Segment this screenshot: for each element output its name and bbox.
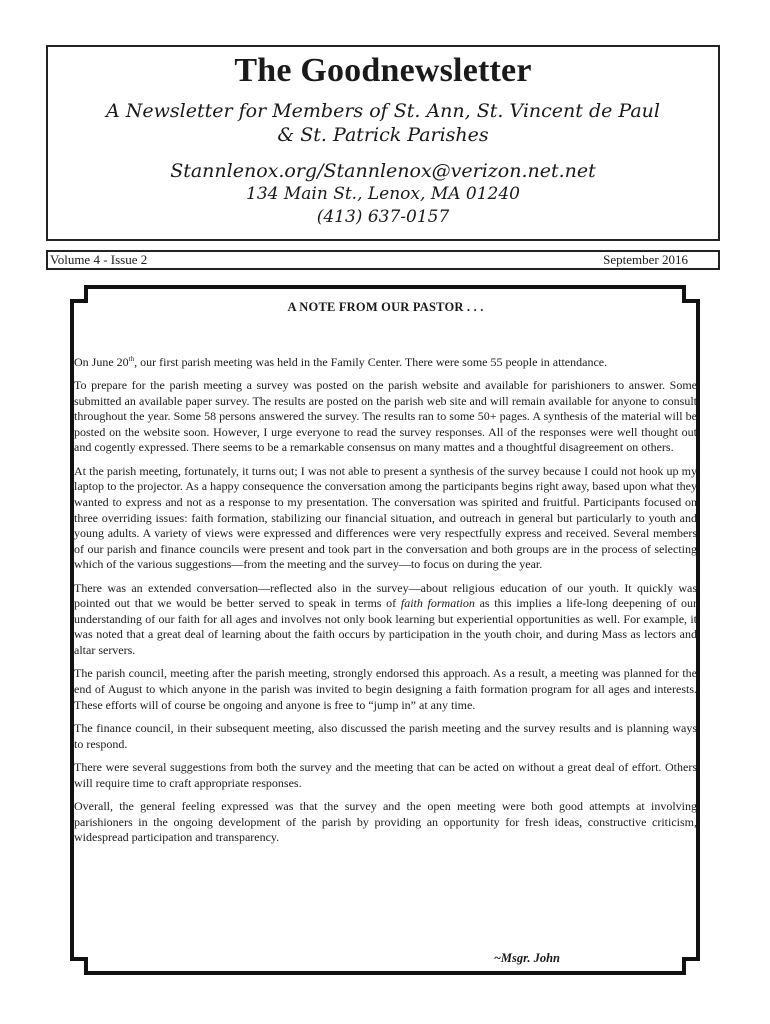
volume-issue: Volume 4 - Issue 2 bbox=[50, 252, 148, 267]
paragraph-3: At the parish meeting, fortunately, it turns out; I was not able to present a synthesis of the survey because I could not hook up my laptop to the projector. As a happy consequence the conversation among the participants begins right away, based upon what they wanted to express and not as a response to my presentation. The conversation was spirited and fruitful. Participants focused on three overriding issues: faith formation, stabilizing our financial situation, and outreach in general but particularly to youth and young adults. A variety of views were expressed and differences were very respectfully express and received. Several members of our parish and finance councils were present and took part in the conversation and both groups are in the process of selecting which of the various suggestions—from the meeting and the survey—to focus on during the year. bbox=[74, 463, 697, 572]
subtitle-line-1: A Newsletter for Members of St. Ann, St. Vincent de Paul bbox=[106, 100, 660, 122]
paragraph-7: There were several suggestions from both the survey and the meeting that can be acted on without a great deal of effort. Others will require time to craft appropriate responses. bbox=[74, 760, 697, 790]
masthead bbox=[46, 45, 720, 241]
issue-date: September 2016 bbox=[603, 252, 688, 267]
newsletter-title: The Goodnewsletter bbox=[234, 52, 532, 89]
paragraph-2: To prepare for the parish meeting a survey was posted on the parish website and available for parishioners to answer. Some submitted an available paper survey. The results are posted on the parish web site and will remain available for anyone to consult throughout the year. Some 58 persons answered the survey. The results ran to some 50+ pages. A synthesis of the material will be posted on the website soon. However, I urge everyone to read the survey responses. All of the responses were well thought out and cogently expressed. There seems to be a remarkable consensus on many mattes and a thoughtful disagreement on others. bbox=[74, 377, 697, 455]
pastor-note bbox=[74, 300, 697, 854]
paragraph-6: The finance council, in their subsequent meeting, also discussed the parish meeting and the survey results and is planning ways to respond. bbox=[74, 721, 697, 751]
paragraph-8: Overall, the general feeling expressed was that the survey and the open meeting were both good attempts at involving parishioners in the ongoing development of the parish by providing an opportunity for fresh ideas, constructive criticism, widespread participation and transparency. bbox=[74, 799, 697, 845]
subtitle-line-2: & St. Patrick Parishes bbox=[277, 124, 489, 146]
phone: (413) 637-0157 bbox=[316, 207, 450, 227]
signature: ~Msgr. John bbox=[493, 951, 560, 965]
paragraph-1: On June 20th, our first parish meeting was held in the Family Center. There were some 55 people in attendance. bbox=[74, 354, 608, 369]
article-heading: A NOTE FROM OUR PASTOR . . . bbox=[287, 300, 484, 314]
paragraph-4: There was an extended conversation—reflected also in the survey—about religious education of our youth. It quickly was pointed out that we would be better served to speak in terms of faith formation as this implies a life-long deepening of our understanding of our faith for all ages and involves not only book learning but experiential opportunities as well. For example, it was noted that a great deal of learning about the faith occurs by participation in the youth choir, and during Mass as lectors and altar servers. bbox=[74, 580, 698, 658]
website: Stannlenox.org/Stannlenox@verizon.net.net bbox=[170, 160, 596, 182]
address: 134 Main St., Lenox, MA 01240 bbox=[246, 184, 520, 204]
paragraph-5: The parish council, meeting after the parish meeting, strongly endorsed this approach. As a result, a meeting was planned for the end of August to which anyone in the parish was invited to begin designing a faith formation program for all ages and interests. These efforts will of course be ongoing and anyone is free to “jump in” at any time. bbox=[74, 666, 697, 712]
issue-bar bbox=[46, 250, 720, 270]
